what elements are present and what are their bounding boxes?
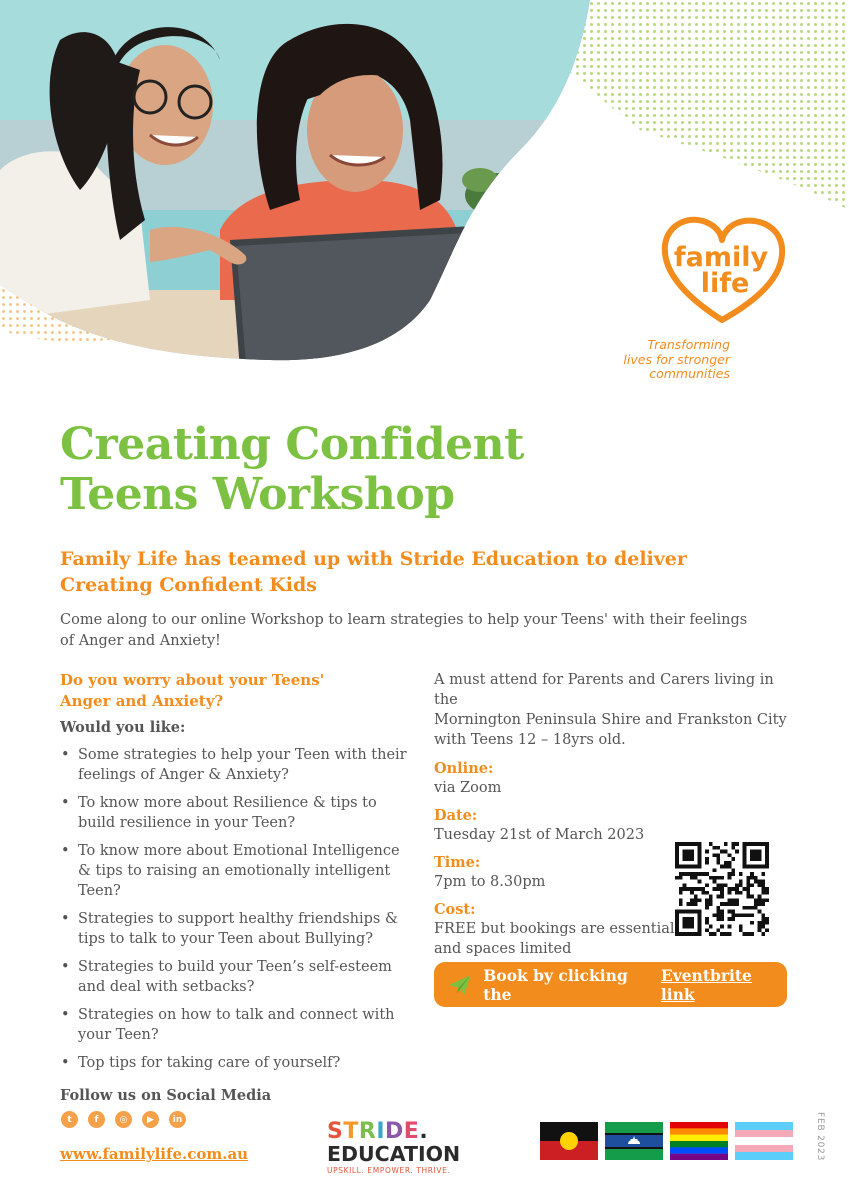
twitter-icon[interactable]: t xyxy=(61,1111,78,1128)
follow-us-heading: Follow us on Social Media xyxy=(60,1087,272,1104)
logo-text-family: family xyxy=(673,242,769,273)
subtitle xyxy=(60,546,800,598)
subtitle-line: Family Life has teamed up with Stride Education to deliver xyxy=(60,548,687,570)
linkedin-icon[interactable]: in xyxy=(169,1111,186,1128)
cost-line: FREE but bookings are essential xyxy=(434,921,675,937)
list-item: • Strategies on how to talk and connect with your Teen? xyxy=(60,1005,415,1045)
must-attend-text xyxy=(434,670,794,750)
online-label: Online: xyxy=(434,760,494,777)
must-attend-line: Mornington Peninsula Shire and Frankston City xyxy=(434,712,787,728)
social-icons xyxy=(61,1111,186,1128)
list-item: • Strategies to build your Teen’s self-esteem and deal with setbacks? xyxy=(60,957,415,997)
must-attend-line: A must attend for Parents and Carers living in the xyxy=(434,672,774,708)
time-value: 7pm to 8.30pm xyxy=(434,874,546,890)
transgender-flag-icon xyxy=(735,1122,793,1160)
online-value: via Zoom xyxy=(434,780,502,796)
stride-education-text: EDUCATION xyxy=(327,1142,461,1166)
rainbow-flag-icon xyxy=(670,1122,728,1160)
must-attend-line: with Teens 12 – 18yrs old. xyxy=(434,732,626,748)
date-code-text: FEB 2023 xyxy=(815,1112,825,1162)
list-item: • Strategies to support healthy friendships & tips to talk to your Teen about Bullying? xyxy=(60,909,415,949)
benefits-list xyxy=(60,745,415,1081)
stride-tagline: UPSKILL. EMPOWER. THRIVE. xyxy=(327,1166,451,1175)
time-label: Time: xyxy=(434,854,481,871)
website-link[interactable]: www.familylife.com.au xyxy=(60,1145,249,1163)
intro-line: of Anger and Anxiety! xyxy=(60,633,221,649)
logo-text-life: life xyxy=(700,268,750,299)
intro-line: Come along to our online Workshop to learn strategies to help your Teens' with their feelings xyxy=(60,612,748,628)
question-line: Anger and Anxiety? xyxy=(60,692,224,710)
intro-text xyxy=(60,610,760,652)
book-text: Book by clicking the xyxy=(483,965,628,1004)
question-line: Do you worry about your Teens' xyxy=(60,671,325,689)
question-heading xyxy=(60,670,400,712)
tagline-line: communities xyxy=(649,366,730,381)
would-you-like-label: Would you like: xyxy=(60,719,186,736)
book-eventbrite-button[interactable] xyxy=(434,962,787,1007)
date-label: Date: xyxy=(434,807,478,824)
subtitle-line: Creating Confident Kids xyxy=(60,574,317,596)
date-code xyxy=(815,1112,829,1172)
cost-label: Cost: xyxy=(434,901,476,918)
title-line: Creating Confident xyxy=(60,419,524,470)
tagline-line: Transforming xyxy=(647,337,730,352)
list-item: • Some strategies to help your Teen with their feelings of Anger & Anxiety? xyxy=(60,745,415,785)
family-life-logo xyxy=(655,210,790,330)
cost-line: and spaces limited xyxy=(434,941,572,957)
paper-plane-icon xyxy=(448,974,471,996)
aboriginal-flag-icon xyxy=(540,1122,598,1160)
youtube-icon[interactable]: ▶ xyxy=(142,1111,159,1128)
page-title xyxy=(60,420,760,520)
torres-strait-flag-icon xyxy=(605,1122,663,1160)
date-value: Tuesday 21st of March 2023 xyxy=(434,827,645,843)
qr-code[interactable] xyxy=(675,842,769,936)
list-item: • Top tips for taking care of yourself? xyxy=(60,1053,415,1073)
facebook-icon[interactable]: f xyxy=(88,1111,105,1128)
title-line: Teens Workshop xyxy=(60,469,455,520)
tagline-line: lives for stronger xyxy=(623,351,730,367)
stride-education-logo xyxy=(327,1121,477,1176)
list-item: • To know more about Resilience & tips to build resilience in your Teen? xyxy=(60,793,415,833)
eventbrite-link[interactable]: Eventbrite link xyxy=(660,965,752,1004)
stride-wordmark: STRIDE. xyxy=(327,1119,429,1144)
instagram-icon[interactable]: ◎ xyxy=(115,1111,132,1128)
tagline xyxy=(600,338,730,382)
flags xyxy=(540,1122,793,1160)
list-item: • To know more about Emotional Intelligence & tips to raising an emotionally intelligent Teen? xyxy=(60,841,415,901)
